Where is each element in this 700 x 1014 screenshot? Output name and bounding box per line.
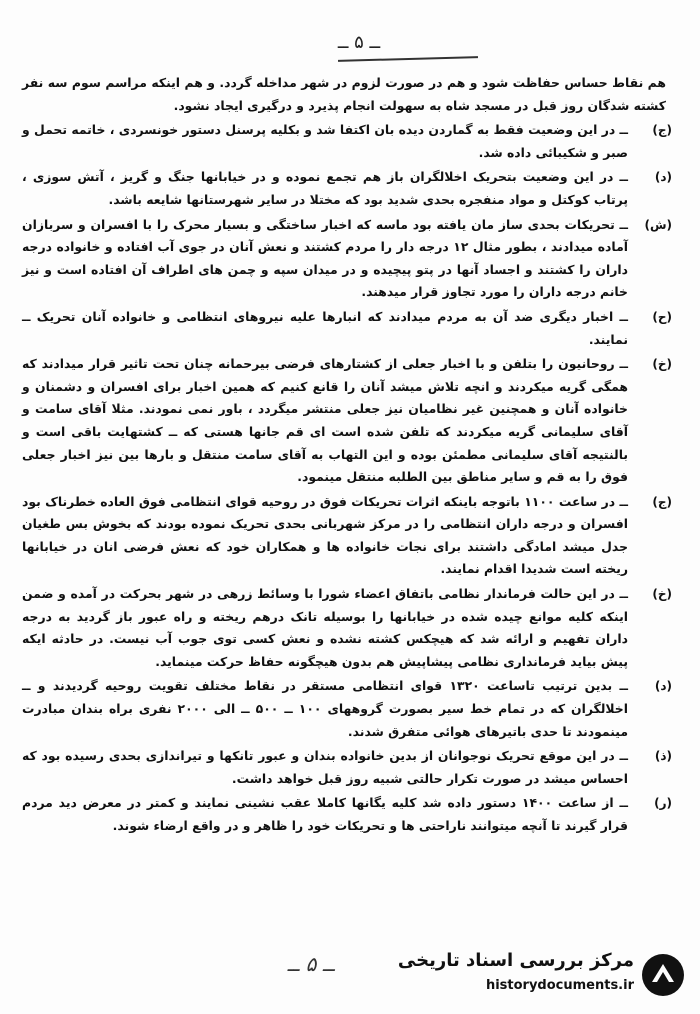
paragraph-text: ــ اخبار دیگری ضد آن به مردم میدادند که انبارها علیه نیروهای انتظامی و خانواده آنان تحریک ــ نمایند.: [22, 308, 628, 347]
paragraph-number: (خ): [652, 357, 672, 372]
paragraph: [22, 792, 672, 837]
watermark-title: مرکز بررسی اسناد تاریخی: [397, 950, 634, 971]
paragraph-text: ــ تحریکات بحدی ساز مان یافته بود ماسه که اخبار ساختگی و بسیار محرک را با افسران و سربازان آماده میدادند ، بطور مثال ۱۲ درجه دار را مردم کشتند و نعش آنان در جوی آب افتاده و خانواده درجه داران را کشتند و اجساد آنها در پتو پیچیده و در میدان سپه و چمن های اطراف آن افتاده است و نیز خانم درجه داران را مورد تجاوز قرار میدهند.: [22, 216, 628, 300]
paragraph-number: (د): [654, 170, 672, 185]
watermark-url: historydocuments.ir: [485, 978, 634, 993]
paragraph: [22, 166, 672, 211]
watermark: [397, 944, 690, 1008]
paragraph-text: ــ روحانیون را بتلفن و با اخبار جعلی از کشتارهای فرضی بیرحمانه چنان تحت تاثیر قرار میدادند که همگی گریه میکردند و انچه تلاش میشد آنان را قانع کنیم که همین اخبار برای افسران و دشمنان و خانواده آنان و همچنین غیر نظامیان نیز جعلی منتشر میگردد ، باور نمی نمودند. مثلا آقای سامت و آقای سلیمانی گریه میکردند که تلفن شده است ای قم جانها هستی که ــ کشتهایت باقی است و بالنتیجه آقای سلیمانی مطمئن بوده و این التهاب به آقای سامت منتقل و بارها بین نیز اخبار جعلی فوق را به قم و سایر مناطق بین الطلبه منتقل مینمود.: [22, 356, 628, 485]
paragraph: [22, 72, 672, 117]
archive-logo-icon: [640, 952, 686, 998]
paragraph-number: (ر): [654, 796, 672, 811]
paragraph: [22, 675, 672, 743]
paragraph-number: (ح): [652, 309, 672, 324]
document-body: [22, 72, 672, 840]
paragraph-number: (ذ): [654, 749, 672, 764]
paragraph-text: ــ از ساعت ۱۴۰۰ دستور داده شد کلیه یگانها کاملا عقب نشینی نمایند و کمتر در معرض دید مردم قرار گیرند تا آنچه میتوانند ناراحتی ها و تحریکات خود را ظاهر و در واقع ارضاء شوند.: [22, 795, 628, 833]
page-header-mark: ــ ۵ ــ: [337, 32, 381, 53]
paragraph-number: (ش): [644, 217, 672, 232]
paragraph-text: هم نقاط حساس حفاظت شود و هم در صورت لزوم در شهر مداخله گردد. و هم اینکه مراسم سوم سه نفر کشته شدگان روز قبل در مسجد شاه به سهولت انجام پذیرد و درگیری ایجاد نشود.: [22, 75, 666, 113]
paragraph-number: (خ): [652, 587, 672, 602]
paragraph: [22, 491, 672, 581]
paragraph-text: ــ در ساعت ۱۱۰۰ باتوجه باینکه اثرات تحریکات فوق در روحیه قوای انتظامی فوق العاده خطرناک بود افسران و درجه داران انتظامی را در مرکز شهربانی بحدی تحریک نموده بودند که بخوش بس طغیان جدل میشد امادگی داشتند برای نجات خانواده ها و همکاران خود که نعش فرضی انان در خیابانها ریخته است شدیدا اقدام نمایند.: [22, 493, 628, 577]
paragraph-number: (ج): [652, 123, 672, 138]
paragraph-text: ــ بدین ترتیب تاساعت ۱۳۲۰ قوای انتظامی مستقر در نقاط مختلف تقویت روحیه گردیدند و ــ اخلالگران که در تمام خط سیر بصورت گروههای ۱۰۰ ــ ۵۰۰ ــ الی ۲۰۰۰ نفری براه بندان مبادرت مینمودند تا حدی باتیرهای هوائی متفرق شدند.: [22, 678, 629, 739]
paragraph: [22, 119, 672, 164]
paragraph-text: ــ در این وضعیت فقط به گماردن دیده بان اکتفا شد و بکلیه پرسنل دستور خونسردی ، خاتمه تحمل و صبر و شکیبائی داده شد.: [22, 122, 628, 160]
paragraph: [22, 353, 672, 489]
paragraph-number: (د): [654, 679, 672, 694]
paragraph-text: ــ در این حالت فرماندار نظامی باتفاق اعضاء شورا با وسائط زرهی در شهر بحرکت در آمده و ضمن اینکه کلیه موانع چیده شده در خیابانها را بوسیله تانک درهم ریخته و راه عبور باز گردید به درجه داران تفهیم و ارائه شد که هیچکس کشته نشده و نعش کسی توی جوب آب نیست. در حادثه ایکه پیش بیاید فرمانداری نظامی پیشاپیش هم بدون هیچگونه حفاظ حرکت مینماید.: [22, 586, 628, 669]
paragraph: [22, 583, 672, 673]
paragraph: [22, 306, 672, 351]
paragraph-number: (ج): [652, 494, 672, 509]
paragraph-text: ــ در این وضعیت بتحریک اخلالگران باز هم تجمع نموده و در خیابانها جنگ و گریز ، آتش سوزی ، پرتاب کوکتل و مواد منفجره بحدی شدید بود که مختلا در سایر شهرستانها شایعه باشد.: [22, 169, 628, 207]
paragraph-text: ــ در این موقع تحریک نوجوانان از بدین خانواده بندان و عبور تانکها و تیراندازی بحدی رسیده بود که احساس میشد در صورت تکرار حالتی شبیه روز قبل خواهد داشت.: [22, 748, 628, 786]
paragraph: [22, 745, 672, 790]
paragraph: [22, 214, 672, 304]
page-footer-mark: ــ ۵ ــ: [287, 952, 335, 976]
